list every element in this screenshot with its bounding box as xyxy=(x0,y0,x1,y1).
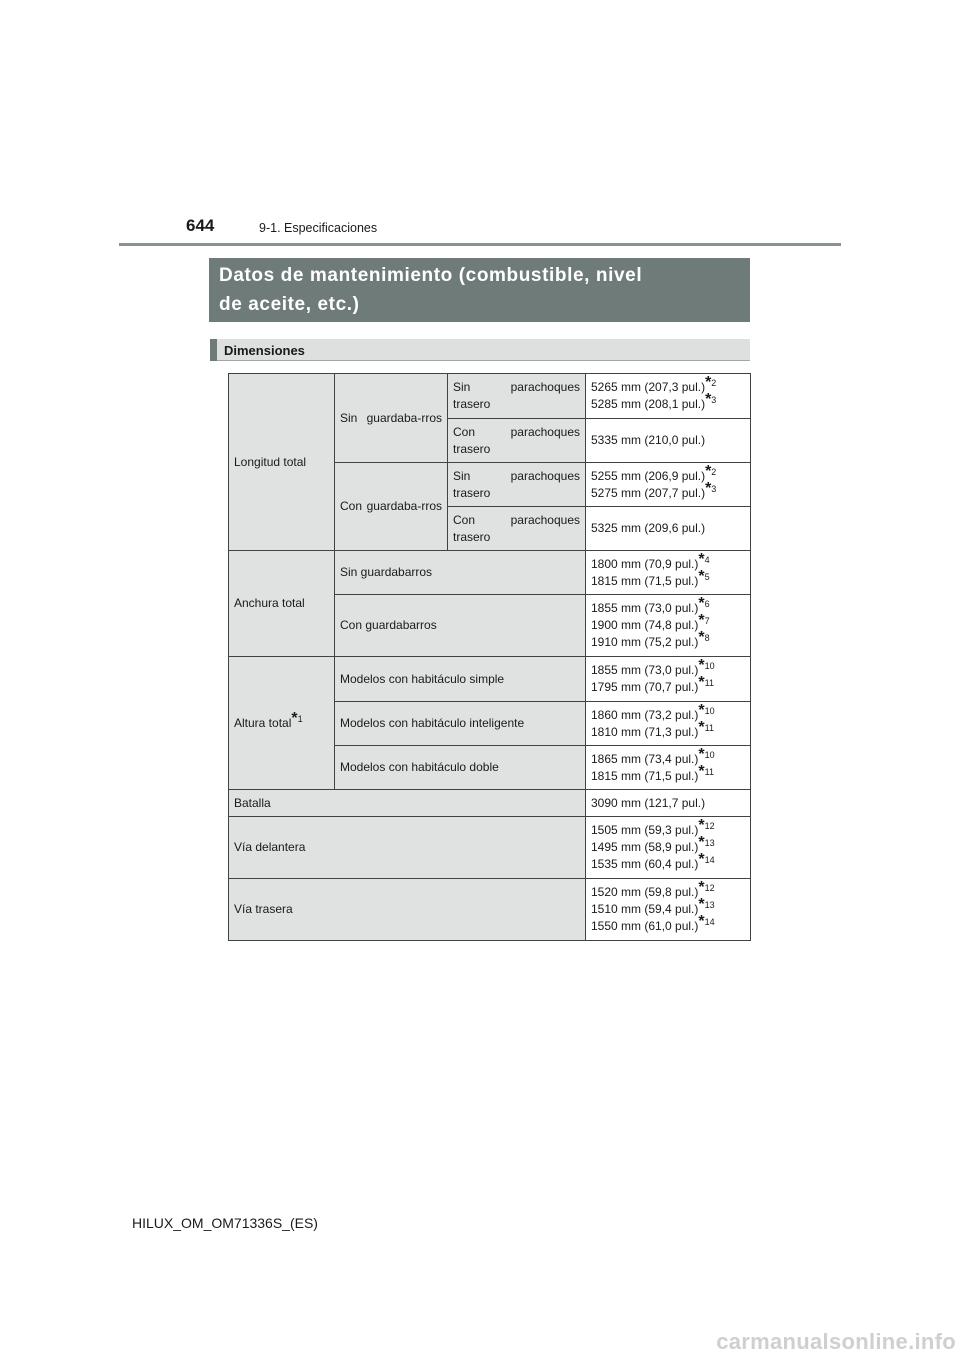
label-con-parachoques: Con parachoques trasero xyxy=(448,507,586,551)
subsection-header xyxy=(210,339,750,361)
footnote-ref: 11 xyxy=(704,678,714,689)
value-cell: 1800 mm (70,9 pul.)*$^4$ 1815 mm (71,5 pul.)*$^5$ xyxy=(586,551,751,595)
value-text: 1495 mm (58,9 pul.) xyxy=(591,840,699,854)
table-row xyxy=(229,374,751,419)
label-sin-parachoques: Sin parachoques trasero xyxy=(448,374,586,419)
footnote-ref: 2 xyxy=(711,378,717,389)
footnote-ref: 4 xyxy=(704,554,710,565)
table-row xyxy=(229,657,751,702)
value-text: 1550 mm (61,0 pul.) xyxy=(591,919,699,933)
value-text: 1505 mm (59,3 pul.) xyxy=(591,823,699,837)
value-text: 1800 mm (70,9 pul.) xyxy=(591,556,699,571)
value-cell: 1855 mm (73,0 pul.)*$^6$ 1900 mm (74,8 pul.)*$^7$ 1910 mm (75,2 pul.)*$^8$ xyxy=(586,595,751,657)
footnote-ref: 5 xyxy=(704,571,710,582)
watermark: carmanualsonline.info xyxy=(716,1329,956,1354)
value-text: 5265 mm (207,3 pul.) xyxy=(591,380,706,394)
label-habitaculo-inteligente: Modelos con habitáculo inteligente xyxy=(335,702,586,746)
value-cell: 5255 mm (206,9 pul.)*$^2$ 5275 mm (207,7 pul.)*$^3$ xyxy=(586,463,751,507)
value-cell: 5265 mm (207,3 pul.)*$^2$ 5285 mm (208,1 pul.)*$^3$ xyxy=(586,374,751,419)
subsection-marker xyxy=(210,339,217,361)
value-cell: 1860 mm (73,2 pul.)*$^{10}$ 1810 mm (71,3 pul.)*$^{11}$ xyxy=(586,702,751,746)
label-batalla: Batalla xyxy=(229,790,586,817)
footnote-ref: 8 xyxy=(704,633,710,644)
value-text: 1535 mm (60,4 pul.) xyxy=(591,857,699,871)
section-title-box xyxy=(209,258,750,322)
dimensions-table xyxy=(228,373,751,941)
label-sin-parachoques: Sin parachoques trasero xyxy=(448,463,586,507)
label-con-guardabarros: Con guardaba-rros xyxy=(335,463,448,551)
footnote-ref: 13 xyxy=(704,838,715,849)
footnote-ref: 12 xyxy=(704,883,715,894)
footnote-ref: 10 xyxy=(704,705,715,716)
footnote-ref: 1 xyxy=(297,713,303,724)
value-cell: 1855 mm (73,0 pul.)*$^{10}$ 1795 mm (70,7 pul.)*$^{11}$ xyxy=(586,657,751,702)
value-text: 1510 mm (59,4 pul.) xyxy=(591,902,699,916)
subsection-title: Dimensiones xyxy=(224,343,305,358)
table-row xyxy=(229,879,751,941)
footnote-ref: 3 xyxy=(711,483,717,494)
footnote-ref: 13 xyxy=(704,900,715,911)
label-anchura-total: Anchura total xyxy=(229,551,335,657)
value-text: 1910 mm (75,2 pul.) xyxy=(591,635,699,649)
value-cell: 3090 mm (121,7 pul.) xyxy=(586,790,751,817)
footnote-ref: 7 xyxy=(704,616,710,627)
value-text: 5275 mm (207,7 pul.) xyxy=(591,485,706,500)
section-reference: 9-1. Especificaciones xyxy=(259,221,378,235)
section-title-line-1: Datos de mantenimiento (combustible, nivel xyxy=(219,265,643,286)
label-via-trasera: Vía trasera xyxy=(229,879,586,941)
value-text: 5285 mm (208,1 pul.) xyxy=(591,397,706,411)
footnote-ref: 14 xyxy=(704,917,715,928)
footnote-ref: 3 xyxy=(711,395,717,406)
section-title-line-2: de aceite, etc.) xyxy=(219,294,360,315)
value-text: 1815 mm (71,5 pul.) xyxy=(591,573,699,588)
footnote-ref: 11 xyxy=(704,766,714,777)
label-sin-guardabarros: Sin guardabarros xyxy=(335,551,586,595)
value-text: 1520 mm (59,8 pul.) xyxy=(591,885,699,899)
value-text: 1855 mm (73,0 pul.) xyxy=(591,601,699,615)
label-sin-guardabarros: Sin guardaba-rros xyxy=(335,374,448,463)
footnote-ref: 10 xyxy=(704,661,715,672)
value-cell: 5325 mm (209,6 pul.) xyxy=(586,507,751,551)
value-cell: 1520 mm (59,8 pul.)*$^{12}$ 1510 mm (59,4 pul.)*$^{13}$ 1550 mm (61,0 pul.)*$^{14}$ xyxy=(586,879,751,941)
value-text: 1795 mm (70,7 pul.) xyxy=(591,680,699,694)
value-cell: 1865 mm (73,4 pul.)*$^{10}$ 1815 mm (71,5 pul.)*$^{11}$ xyxy=(586,746,751,790)
label-habitaculo-doble: Modelos con habitáculo doble xyxy=(335,746,586,790)
document-id: HILUX_OM_OM71336S_(ES) xyxy=(132,1215,318,1231)
label-habitaculo-simple: Modelos con habitáculo simple xyxy=(335,657,586,702)
header-rule xyxy=(119,243,841,246)
label-altura-total: Altura total*$^1$ xyxy=(229,657,335,790)
footnote-ref: 12 xyxy=(704,821,715,832)
label-con-guardabarros: Con guardabarros xyxy=(335,595,586,657)
page-number: 644 xyxy=(186,216,215,235)
value-text: 5255 mm (206,9 pul.) xyxy=(591,468,706,483)
footnote-ref: 14 xyxy=(704,855,715,866)
value-text: 1810 mm (71,3 pul.) xyxy=(591,724,699,739)
label-con-parachoques: Con parachoques trasero xyxy=(448,419,586,463)
footnote-ref: 6 xyxy=(704,599,710,610)
value-text: 1815 mm (71,5 pul.) xyxy=(591,768,699,783)
footnote-ref: 10 xyxy=(704,749,715,760)
value-cell: 5335 mm (210,0 pul.) xyxy=(586,419,751,463)
value-text: 1865 mm (73,4 pul.) xyxy=(591,751,699,766)
table-row xyxy=(229,551,751,595)
footnote-ref: 11 xyxy=(704,722,714,733)
value-text: 1855 mm (73,0 pul.) xyxy=(591,663,699,677)
value-cell: 1505 mm (59,3 pul.)*$^{12}$ 1495 mm (58,9 pul.)*$^{13}$ 1535 mm (60,4 pul.)*$^{14}$ xyxy=(586,817,751,879)
table-row xyxy=(229,790,751,817)
table-row xyxy=(229,817,751,879)
value-text: 1900 mm (74,8 pul.) xyxy=(591,618,699,632)
footnote-ref: 2 xyxy=(711,466,717,477)
value-text: 1860 mm (73,2 pul.) xyxy=(591,707,699,722)
label-via-delantera: Vía delantera xyxy=(229,817,586,879)
label-longitud-total: Longitud total xyxy=(229,374,335,551)
